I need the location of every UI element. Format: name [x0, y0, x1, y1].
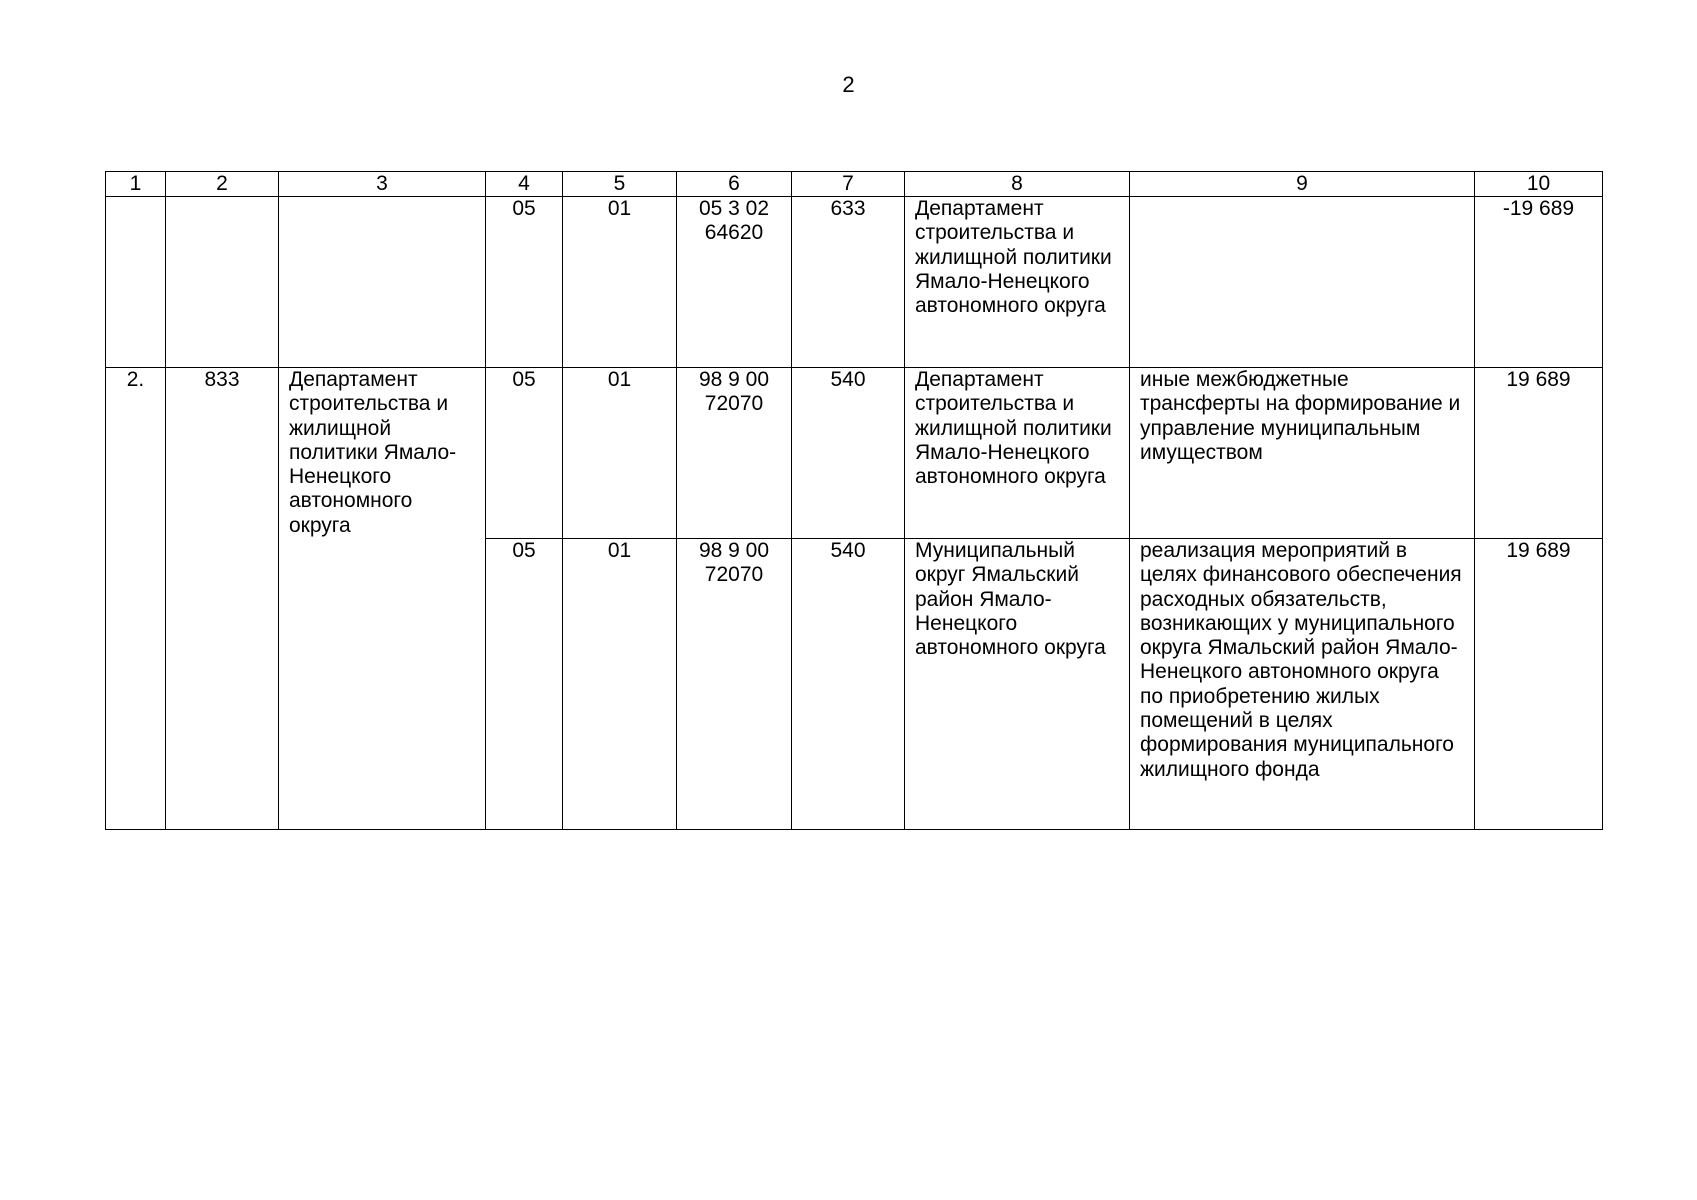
- page-number: 2: [842, 72, 855, 97]
- purpose-cell: [1130, 197, 1475, 368]
- row-number-cell: [106, 197, 166, 368]
- table-row: [106, 368, 1603, 539]
- header-cell-3: 3: [279, 172, 486, 197]
- subsection-cell: 01: [563, 539, 677, 830]
- subsection-cell: 01: [563, 368, 677, 539]
- header-cell-7: 7: [792, 172, 905, 197]
- subsection-cell: 01: [563, 197, 677, 368]
- recipient-cell: Департамент строительства и жилищной политики Ямало-Ненецкого автономного округа: [905, 197, 1130, 368]
- recipient-cell: Департамент строительства и жилищной политики Ямало-Ненецкого автономного округа: [905, 368, 1130, 539]
- row-number-cell: 2.: [106, 368, 166, 830]
- amount-cell: 19 689: [1475, 368, 1603, 539]
- section-cell: 05: [486, 539, 563, 830]
- header-cell-8: 8: [905, 172, 1130, 197]
- header-cell-4: 4: [486, 172, 563, 197]
- section-cell: 05: [486, 197, 563, 368]
- header-cell-10: 10: [1475, 172, 1603, 197]
- expense-type-cell: 540: [792, 539, 905, 830]
- admin-name-cell: [279, 197, 486, 368]
- table-row: [106, 197, 1603, 368]
- amount-cell: 19 689: [1475, 539, 1603, 830]
- expense-type-cell: 540: [792, 368, 905, 539]
- header-cell-1: 1: [106, 172, 166, 197]
- header-cell-6: 6: [677, 172, 792, 197]
- header-cell-5: 5: [563, 172, 677, 197]
- target-article-cell: 98 9 00 72070: [677, 539, 792, 830]
- expense-type-cell: 633: [792, 197, 905, 368]
- table-header-row: [106, 172, 1603, 197]
- admin-name-cell: Департамент строительства и жилищной политики Ямало-Ненецкого автономного округа: [279, 368, 486, 830]
- section-cell: 05: [486, 368, 563, 539]
- budget-table: [105, 171, 1603, 830]
- purpose-cell: иные межбюджетные трансферты на формирование и управление муниципальным имуществом: [1130, 368, 1475, 539]
- admin-code-cell: 833: [166, 368, 279, 830]
- target-article-cell: 98 9 00 72070: [677, 368, 792, 539]
- recipient-cell: Муниципальный округ Ямальский район Ямало-Ненецкого автономного округа: [905, 539, 1130, 830]
- purpose-cell: реализация мероприятий в целях финансового обеспечения расходных обязательств, возникающих у муниципального округа Ямальский район Ямало-Ненецкого автономного округа по приобретению жилых помещений в целях формирования муниципального жилищного фонда: [1130, 539, 1475, 830]
- header-cell-9: 9: [1130, 172, 1475, 197]
- target-article-cell: 05 3 02 64620: [677, 197, 792, 368]
- admin-code-cell: [166, 197, 279, 368]
- header-cell-2: 2: [166, 172, 279, 197]
- amount-cell: -19 689: [1475, 197, 1603, 368]
